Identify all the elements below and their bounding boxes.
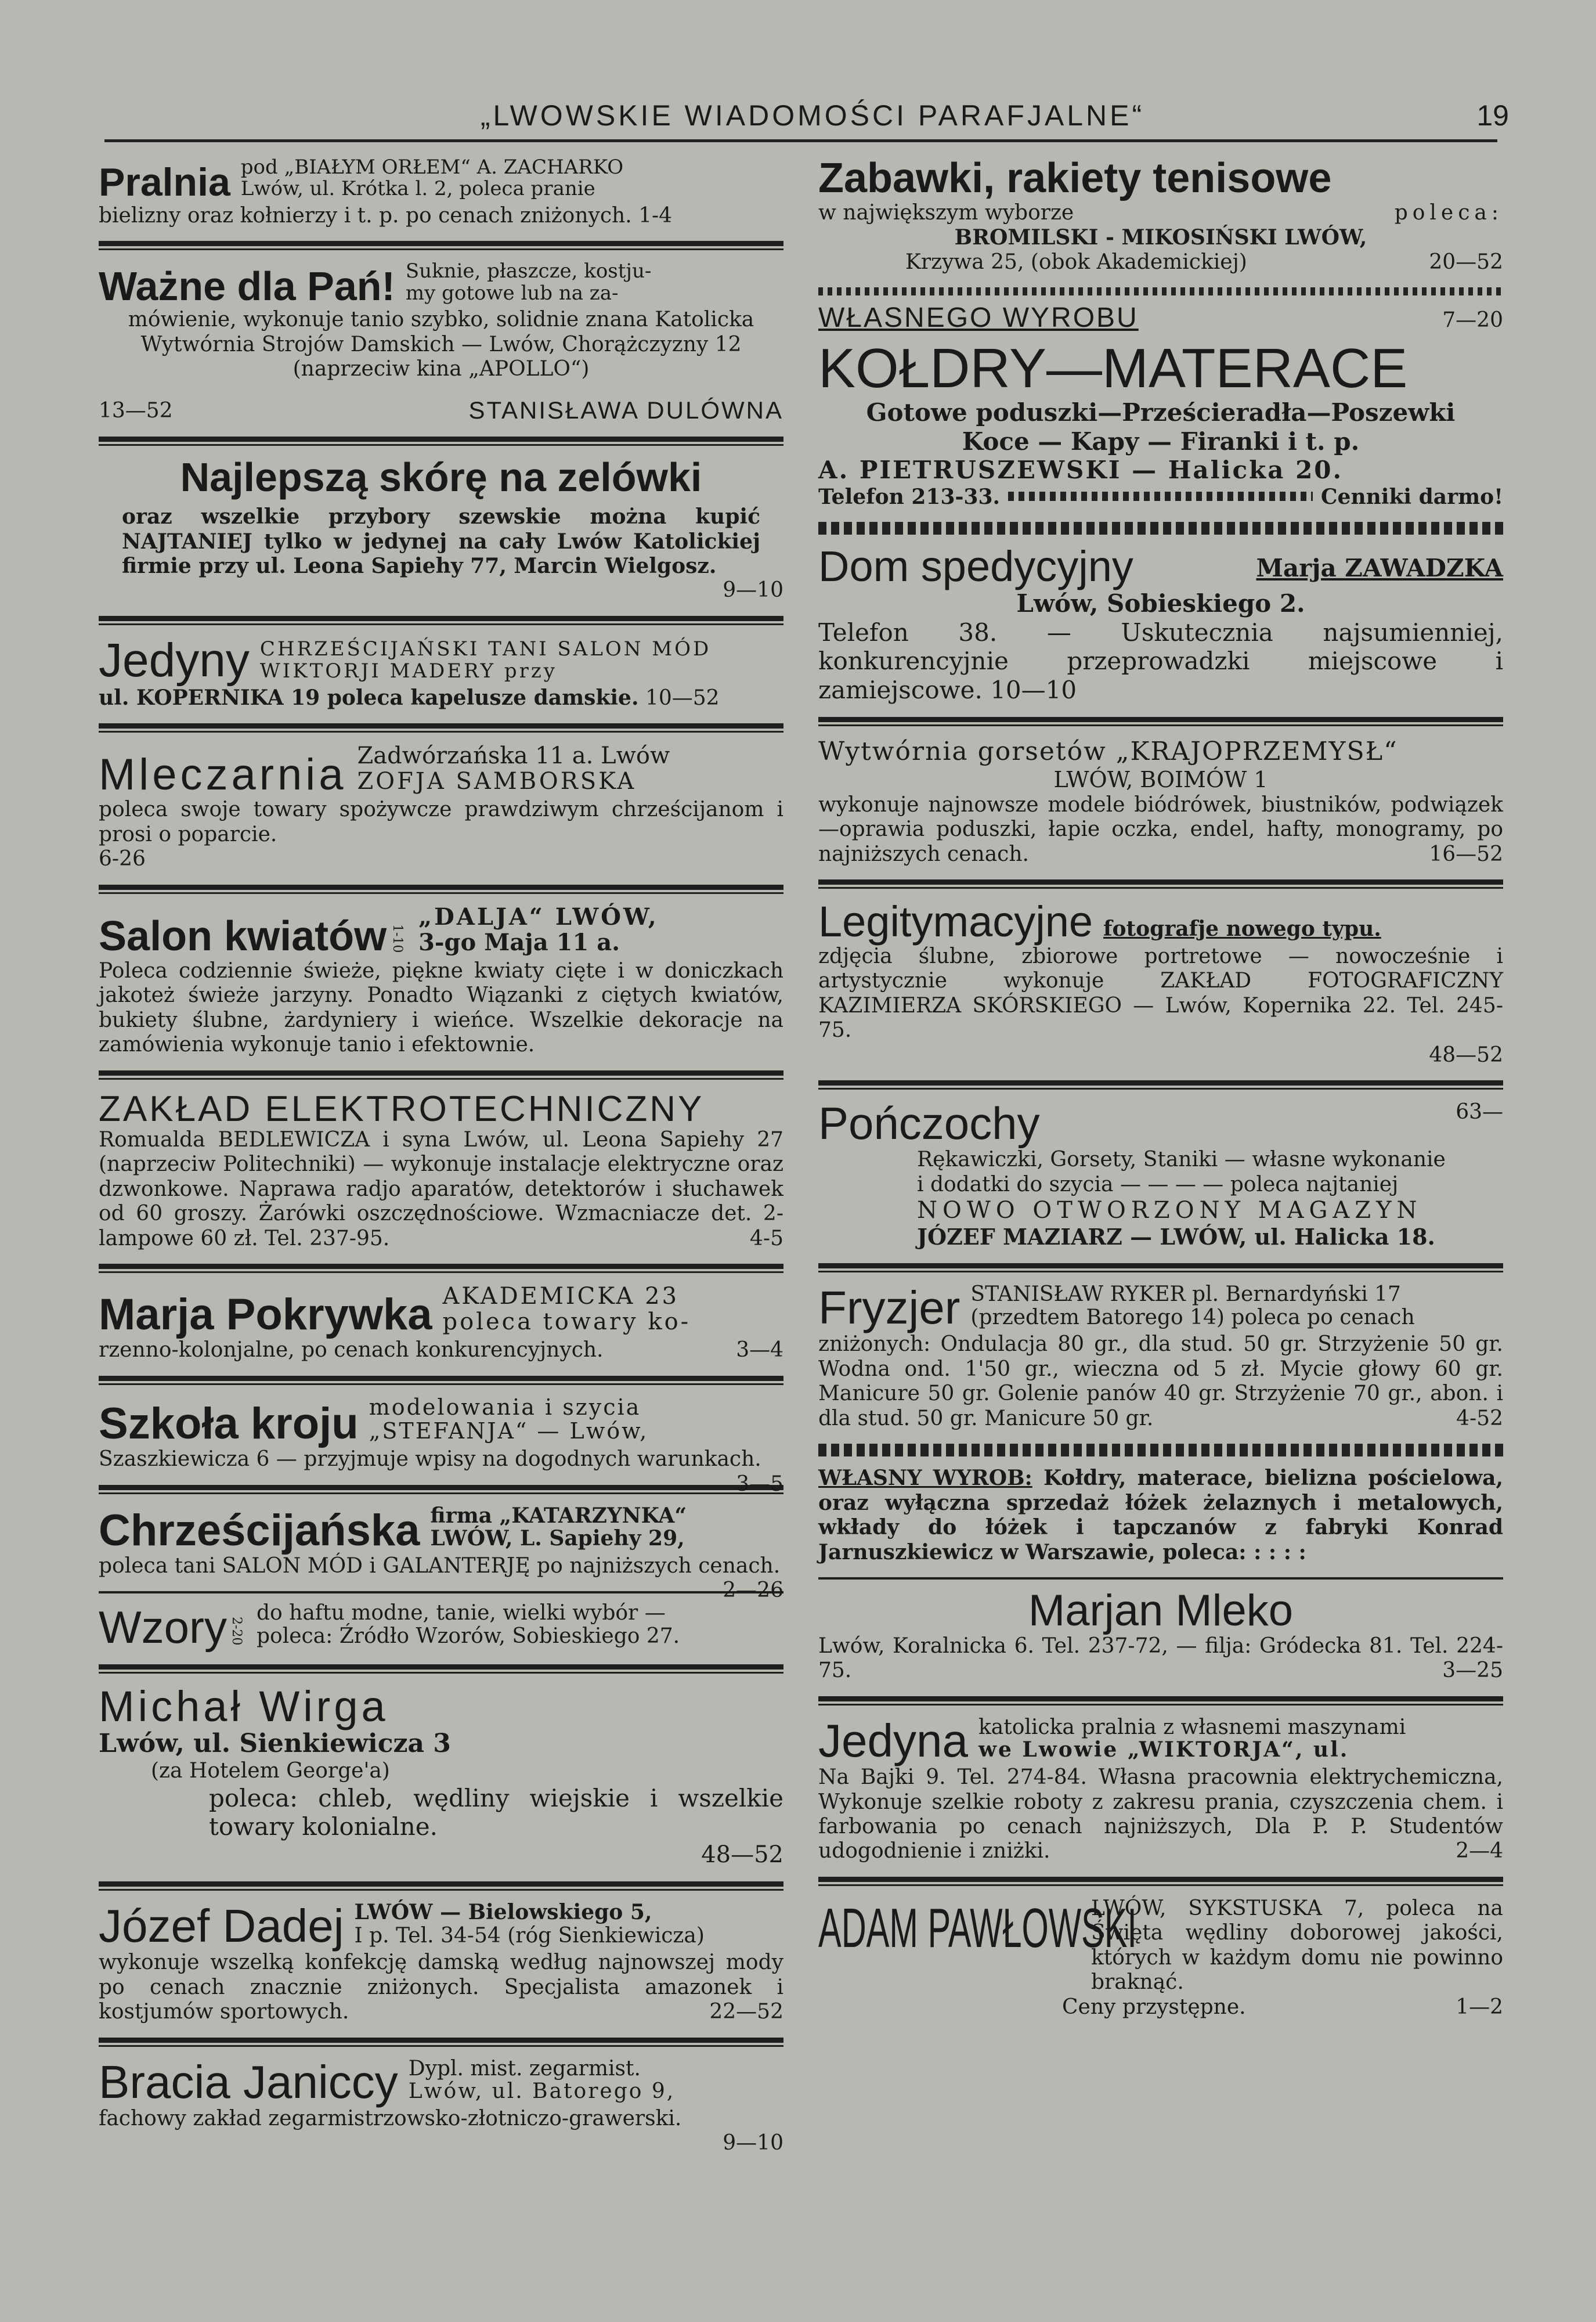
ad-subtitle: firma „KATARZYNKA“ [430,1503,687,1528]
ad-note: Cenniki darmo! [1320,484,1503,509]
ad-label: WŁASNEGO WYROBU [818,302,1139,333]
ad-subtitle: poleca: Źródło Wzorów, Sobieskiego 27. [256,1624,680,1648]
ad-line: NOWO OTWORZONY MAGAZYN [917,1197,1422,1224]
divider [99,1485,783,1494]
ad-koldry [818,304,1503,514]
ad-code: 1—2 [1456,1995,1503,2019]
ad-body: poleca: chleb, wędliny wiejskie i wszelkie towary kolonialne. [209,1783,783,1841]
ad-body: wykonuje wszelką konfekcję damską według najnowszej mody po cenach znacznie zniżonych. Specjalista amazonek i kostjumów sportowych. [99,1950,783,2024]
divider [818,1577,1503,1580]
ad-address: Lwów, Sobieskiego 2. [1016,589,1305,618]
ad-line: Rękawiczki, Gorsety, Staniki — własne wykonanie [917,1148,1446,1172]
ad-code: 63— [1456,1100,1503,1124]
ad-subtitle: Zadwórzańska 11 a. Lwów [357,742,670,770]
ad-subtitle: „DALJA“ LWÓW, [418,903,659,931]
ad-gorsety [818,737,1503,871]
ad-code: 2—4 [1456,1839,1503,1863]
divider [99,885,783,894]
ad-title: Wzory [99,1601,227,1653]
ad-owner: Marja ZAWADZKA [1256,553,1503,582]
ad-body: oraz wszelkie przybory szewskie można kupić NAJTANIEJ tylko w jedynej na cały Lwów Katolickiej firmie przy ul. Leona Sapiehy 77, Marcin Wielgosz. [122,504,760,578]
ad-title: Dom spedycyjny [818,542,1133,591]
ad-label: WŁASNY WYROB: [818,1466,1032,1491]
ad-body: rzenno-kolonjalne, po cenach konkurencyjnych. [99,1338,604,1362]
decorative-divider [818,522,1503,535]
page-number: 19 [1476,99,1509,132]
ad-dadej [99,1901,783,2029]
ad-pokrywka [99,1283,783,1367]
ad-line: i dodatki do szycia — — — — poleca najtaniej [917,1172,1399,1196]
ad-code: 16—52 [1429,842,1503,866]
ad-code: 3—25 [1442,1658,1503,1683]
ad-jedyny [99,633,783,716]
decorative-divider [818,1444,1503,1456]
ad-phone: Telefon 213-33. [818,484,1001,509]
ad-title: ZAKŁAD ELEKTROTECHNICZNY [99,1088,705,1129]
ad-jedyna [818,1716,1503,1869]
ad-body: fachowy zakład zegarmistrzowsko-złotniczo-grawerski. [99,2106,682,2130]
divider [818,1263,1503,1272]
ad-body: mówienie, wykonuje tanio szybko, solidnie znana Katolicka Wytwórnia Strojów Damskich — Lwów, Chorążczyzny 12 (naprzeciw kina „APOLLO“) [128,308,754,381]
ad-subtitle: ZOFJA SAMBORSKA [357,768,637,795]
ad-subtitle: do haftu modne, tanie, wielki wybór — [256,1601,666,1625]
header-rule [104,139,1497,142]
ad-line: JÓZEF MAZIARZ — LWÓW, ul. Halicka 18. [917,1224,1435,1250]
ad-title: Ważne dla Pań! [99,263,395,309]
ad-firm: BROMILSKI - MIKOSIŃSKI LWÓW, [954,225,1367,250]
ad-phone: Telefon 38. [818,618,998,647]
ad-title: Szkoła kroju [99,1399,359,1449]
ad-code: 4-52 [1456,1406,1503,1430]
ad-title: Fryzjer [818,1282,961,1334]
ad-title: Salon kwiatów [99,913,387,960]
ad-address: Krzywa 25, (obok Akademickiej) [905,250,1247,274]
right-column [818,157,1503,2032]
ad-body: Romualda BEDLEWICZA i syna Lwów, ul. Leona Sapiehy 27 (naprzeciw Politechniki) — wykonuje instalacje elektryczne oraz dzwonkowe. Naprawa radjo aparatów, detektorów i słuchawek od 60 groszy. Żarówki oszczędnościowe. Wzmacniacze det. 2-lampowe 60 zł. Tel. 237-95. [99,1127,783,1250]
ad-title: Michał Wirga [99,1682,389,1730]
ad-zaklad [99,1090,783,1256]
ad-title: Mleczarnia [99,749,347,799]
ad-code: 1-10 [390,924,405,953]
ad-subtitle: STANISŁAW RYKER pl. Bernardyński 17 [970,1282,1401,1307]
ad-code: 48—52 [1429,1043,1503,1067]
divider [99,1664,783,1674]
page-header [104,99,1521,145]
ad-subtitle: modelowania i szycia [369,1394,641,1420]
ad-chrzescijanska [99,1503,783,1603]
ad-title: Legitymacyjne [818,897,1093,946]
ad-firm: A. PIETRUSZEWSKI — Halicka 20. [818,456,1344,485]
ad-title: Józef Dadej [99,1900,344,1952]
ad-subtitle: WIKTORJI MADERY przy [259,659,558,683]
ad-pralnia [99,157,783,233]
ad-subtitle: AKADEMICKA 23 [442,1283,679,1310]
divider [99,1264,783,1273]
divider [818,1696,1503,1706]
ad-code: 4-5 [750,1226,783,1250]
divider [818,1080,1503,1090]
ad-wlasny-wyrob [818,1466,1503,1569]
left-column [99,157,783,2169]
ad-fryzjer [818,1283,1503,1436]
divider [99,2038,783,2047]
ad-title: KOŁDRY—MATERACE [818,337,1408,400]
ad-dom-spedycyjny [818,544,1503,709]
ad-code: 22—52 [709,2000,783,2024]
ad-title: Jedyny [99,633,250,687]
ad-subtitle: LWÓW — Bielowskiego 5, [354,1899,652,1924]
ad-wazne [99,261,783,428]
ad-title: Marja Pokrywka [99,1290,432,1340]
ad-body: wykonuje najnowsze modele biódrówek, biustników, podwiązek—oprawia poduszki, łapie oczka, endel, hafty, monogramy, po najniższych cenach. [818,792,1503,866]
ad-body: LWÓW, SYKSTUSKA 7, poleca na Święta wędliny doborowej jakości, których w każdym domu nie powinno braknąć. [1091,1896,1503,1995]
ad-wzory [99,1602,783,1656]
divider [99,1070,783,1080]
ad-subtitle: Suknie, płaszcze, kostju- [405,259,652,283]
ad-mleczarnia [99,743,783,876]
ad-body: poleca tani SALON MÓD i GALANTERJĘ po najniższych cenach. [99,1553,781,1578]
ad-code: 10—10 [990,675,1077,704]
ad-code: 7—20 [1442,308,1503,332]
ad-title: Pralnia [99,160,230,205]
ad-legitymacyjne [818,899,1503,1072]
ad-salon [99,904,783,1062]
ad-subtitle: Lwów, ul. Krótka l. 2, poleca pranie [240,177,595,201]
ad-code: 9—10 [723,578,783,603]
ad-mleko [818,1588,1503,1688]
ad-code: 3—5 [736,1472,783,1496]
ad-code: 3—4 [736,1338,783,1362]
ad-subtitle: katolicka pralnia z własnemi maszynami [978,1715,1406,1739]
ad-zabawki [818,157,1503,279]
divider [99,437,783,446]
ad-subtitle: CHRZEŚCIJAŃSKI TANI SALON MÓD [259,637,712,661]
decorative-divider [818,287,1503,295]
ad-body: bielizny oraz kołnierzy i t. p. po cenach zniżonych. [99,203,632,228]
divider [99,1591,783,1593]
ad-line: Gotowe poduszki—Prześcieradła—Poszewki [866,398,1456,427]
ad-title: ADAM PAWŁOWSKI [818,1896,1137,1959]
ad-code: 9—10 [723,2131,783,2155]
ad-title: Pończochy [818,1098,1040,1149]
ad-pawlowski [818,1896,1503,2024]
ad-subtitle: Dypl. mist. zegarmist. [408,2056,641,2081]
ad-code: 48—52 [701,1841,783,1868]
ad-ponczochy [818,1100,1503,1255]
ad-title: Jedyna [818,1715,968,1767]
ad-code: 10—52 [645,686,720,710]
ad-subtitle: my gotowe lub na za- [405,281,619,305]
ad-subtitle: poleca: [1394,200,1503,225]
ad-subtitle: w największym wyborze [818,200,1074,225]
divider [99,723,783,733]
ad-code: 2—26 [723,1578,783,1603]
ad-title: Marjan Mleko [1028,1586,1294,1636]
divider [99,1376,783,1385]
ad-body: zniżonych: Ondulacja 80 gr., dla stud. 50 gr. Strzyżenie 50 gr. Wodna ond. 1'50 gr., wieczna od 5 zł. Mycie głowy 60 gr. Manicure 50 gr. Golenie panów 40 gr. Strzyżenie 70 gr., abon. i dla stud. 50 gr. Manicure 50 gr. [818,1332,1503,1430]
ad-address: Lwów, ul. Sienkiewicza 3 [99,1729,451,1759]
ad-body: Na Bajki 9. Tel. 274-84. Własna pracownia elektrychemiczna, Wykonuje szelkie roboty z zakresu prania, czyszczenia chem. i farbowania po cenach najniższych, Dla P. P. Studentów udogodnienie i zniżki. [818,1765,1503,1863]
ad-title: Wytwórnia gorsetów „KRAJOPRZEMYSŁ“ [818,737,1398,767]
ad-address: LWÓW, BOIMÓW 1 [1053,767,1268,793]
divider [99,616,783,625]
ad-title: Zabawki, rakiety tenisowe [818,155,1332,201]
ad-subtitle: LWÓW, L. Sapiehy 29, [430,1526,685,1551]
ad-code: 13—52 [99,399,173,423]
ad-body: Kołdry, materace, bielizna pościelowa, oraz wyłączna sprzedaż łóżek żelaznych i metalowych, wkłady do łóżek i tapczanów z fabryki Konrad Jarnuszkiewicz w Warszawie, poleca: : : : : [818,1466,1503,1564]
ad-janiccy [99,2057,783,2161]
ad-body: ul. KOPERNIKA 19 poleca kapelusze damskie. [99,686,639,710]
ad-title: Bracia Janiccy [99,2056,398,2108]
ad-subtitle: pod „BIAŁYM ORŁEM“ A. ZACHARKO [240,156,624,179]
divider [818,1877,1503,1886]
ad-body: zdjęcia ślubne, zbiorowe portretowe — nowocześnie i artystycznie wykonuje ZAKŁAD FOTOGRAFICZNY KAZIMIERZA SKÓRSKIEGO — Lwów, Kopernika 22. Tel. 245-75. [818,944,1503,1043]
ad-body: — Uskutecznia najsumienniej, konkurencyjnie przeprowadzki miejscowe i zamiejscowe. [818,618,1503,704]
decorative-border [1008,492,1313,501]
ad-owner: STANISŁAWA DULÓWNA [468,396,783,424]
ad-wirga [99,1684,783,1873]
ad-body: Lwów, Koralnicka 6. Tel. 237-72, — filja: Gródecka 81. Tel. 224-75. [818,1634,1503,1683]
ad-subtitle: Lwów, ul. Batorego 9, [408,2079,676,2104]
ad-line: Koce — Kapy — Firanki i t. p. [962,427,1360,456]
ad-code: 20—52 [1429,250,1503,274]
ad-title: Chrześcijańska [99,1506,420,1556]
ad-subtitle: fotografje nowego typu. [1103,917,1381,942]
ad-code: 6-26 [99,847,146,871]
ad-note: Ceny przystępne. [1062,1995,1246,2019]
ad-body: Szaszkiewicza 6 — przyjmuje wpisy na dogodnych warunkach. [99,1447,761,1472]
ad-body: poleca swoje towary spożywcze prawdziwym chrześcijanom i prosi o poparcie. [99,798,783,846]
ad-subtitle: we Lwowie „WIKTORJA“, ul. [978,1737,1349,1762]
ad-code: 2-20 [229,1617,244,1646]
ad-subtitle: 3-go Maja 11 a. [418,928,620,956]
ad-body: Poleca codziennie świeże, piękne kwiaty cięte i w doniczkach jakoteż świeże jarzyny. Ponadto Wiązanki z ciętych kwiatów, bukiety ślubne, żardyniery i wieńce. Wszelkie dekoracje na zamówienia wykonuje tanio i efektownie. [99,958,783,1057]
ad-address: (za Hotelem George'a) [151,1759,390,1783]
ad-subtitle: I p. Tel. 34-54 (róg Sienkiewicza) [354,1923,705,1948]
ad-title: Najlepszą skórę na zelówki [180,454,702,500]
ad-subtitle: „STEFANJA“ — Lwów, [369,1418,649,1444]
divider [99,241,783,250]
header-title: „LWOWSKIE WIADOMOŚCI PARAFJALNE“ [480,99,1145,132]
ad-subtitle: poleca towary ko- [442,1308,691,1336]
ad-code: 1-4 [638,203,673,228]
ad-subtitle: (przedtem Batorego 14) poleca po cenach [970,1305,1415,1329]
divider [818,717,1503,726]
ad-skora [99,456,783,608]
ad-szkola [99,1394,783,1496]
divider [818,879,1503,889]
divider [99,1881,783,1891]
